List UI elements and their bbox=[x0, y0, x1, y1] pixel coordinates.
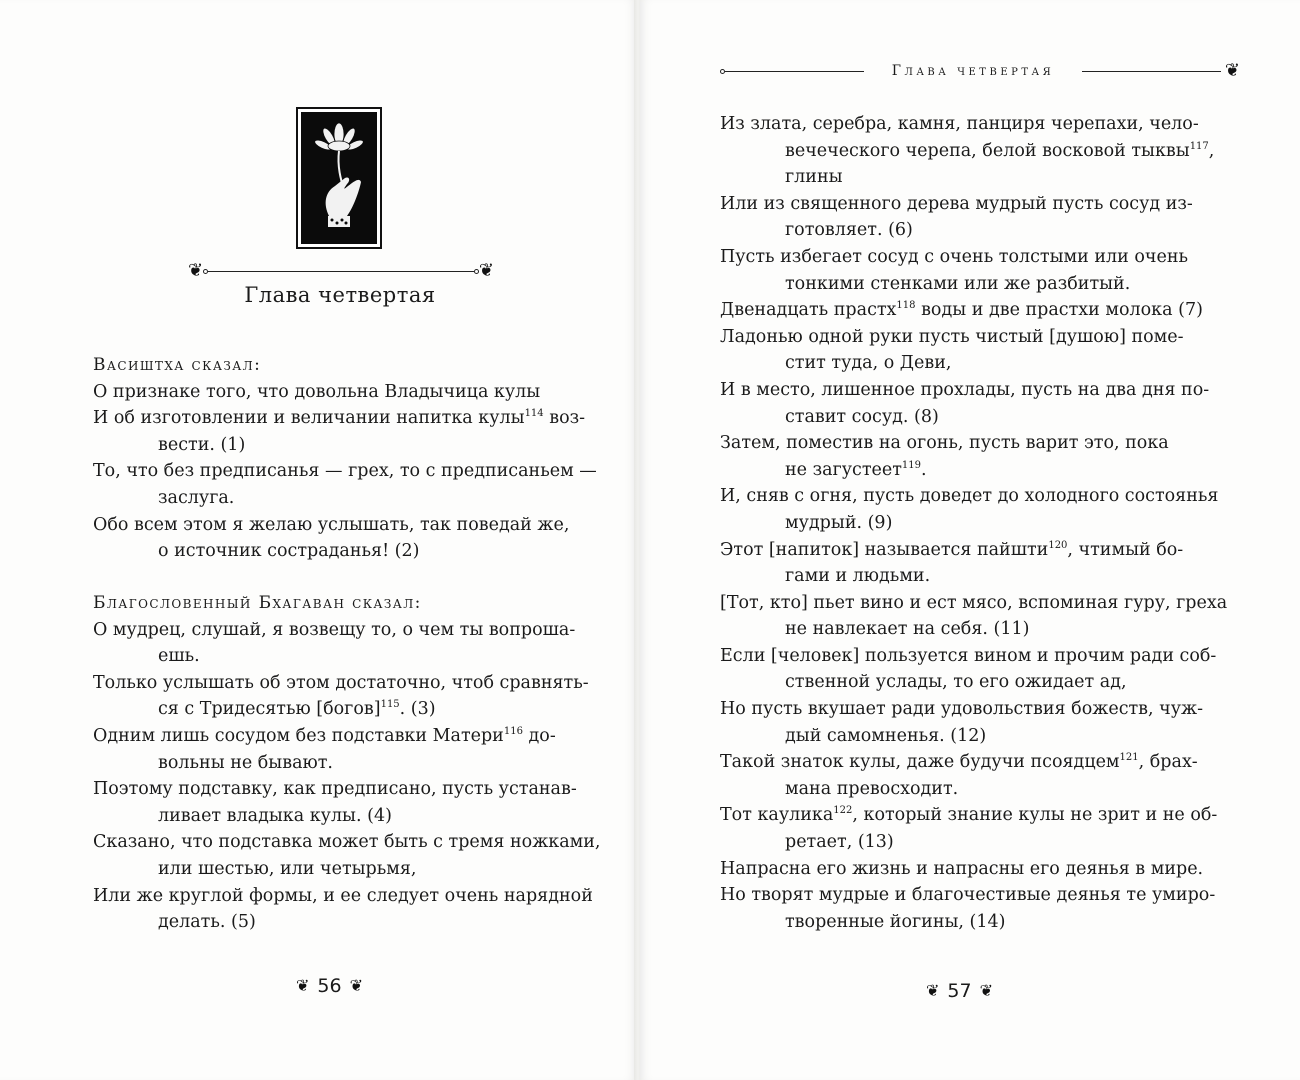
verse-line: Сказано, что подставка может быть с тремя ножками, bbox=[93, 832, 601, 853]
footnote-ref[interactable]: 114 bbox=[524, 408, 544, 420]
chapter-divider-ornament bbox=[188, 262, 494, 280]
fleuron-icon: ❦ bbox=[1224, 60, 1240, 81]
verse-line: Но творят мудрые и благочестивые деянья те умиро- bbox=[720, 885, 1216, 906]
verse bbox=[720, 696, 1230, 749]
verse-line: тонкими стенками или же разбитый. bbox=[785, 273, 1131, 294]
running-head bbox=[720, 62, 1240, 80]
verse-line: мудрый. (9) bbox=[785, 512, 893, 533]
verse-line: ся с Тридесятью [богов]$^{115}$. (3) bbox=[158, 699, 436, 720]
verse bbox=[93, 405, 603, 458]
lotus-hand-illustration bbox=[296, 107, 382, 249]
verse-line: О мудрец, слушай, я возвещу то, о чем ты вопроша- bbox=[93, 619, 576, 640]
footnote-ref[interactable]: 122 bbox=[833, 805, 853, 817]
verse-line: ретает, (13) bbox=[785, 832, 894, 853]
verse-line: не навлекает на себя. (11) bbox=[785, 619, 1030, 640]
verse bbox=[720, 882, 1230, 935]
verse bbox=[720, 377, 1230, 430]
footnote-ref[interactable]: 121 bbox=[1119, 752, 1139, 764]
verse bbox=[93, 617, 603, 670]
verse-line: ставит сосуд. (8) bbox=[785, 406, 939, 427]
speech-section-vasishtha bbox=[93, 352, 603, 565]
verse-line: о источник состраданья! (2) bbox=[158, 541, 420, 562]
footnote-ref[interactable]: 119 bbox=[901, 459, 921, 471]
footnote-ref[interactable]: 115 bbox=[380, 699, 400, 711]
verse-block bbox=[720, 111, 1230, 935]
verse-line: Пусть избегает сосуд с очень толстыми или очень bbox=[720, 246, 1189, 267]
running-head-title: Глава четвертая bbox=[891, 63, 1055, 79]
verse-line: Из злата, серебра, камня, панциря черепахи, чело- bbox=[720, 114, 1199, 134]
verse-line: И, сняв с огня, пусть доведет до холодного состоянья bbox=[720, 486, 1219, 507]
verse bbox=[720, 749, 1230, 802]
fleuron-icon: ❦ bbox=[979, 981, 993, 1000]
footnote-ref[interactable]: 116 bbox=[503, 725, 523, 737]
verse bbox=[720, 802, 1230, 855]
footnote-ref[interactable]: 118 bbox=[896, 300, 916, 312]
verse-line: заслуга. bbox=[158, 487, 235, 508]
verse-line: мана превосходит. bbox=[785, 778, 959, 799]
verse-line: Этот [напиток] называется пайшти$^{120}$, чтимый бо- bbox=[720, 539, 1184, 560]
speech-section-bhagavan bbox=[93, 590, 603, 936]
verse-line: О признаке того, что довольна Владычица кулы bbox=[93, 381, 541, 402]
verse-line: Такой знаток кулы, даже будучи псоядцем$^{121}$, брах- bbox=[720, 752, 1198, 773]
verse-line: Только услышать об этом достаточно, чтоб сравнять- bbox=[93, 672, 589, 693]
page-number: 57 bbox=[947, 980, 972, 1002]
verse bbox=[93, 776, 603, 829]
chapter-title: Глава четвертая bbox=[244, 283, 436, 307]
fleuron-icon: ❦ bbox=[349, 976, 363, 995]
fleuron-icon: ❦ bbox=[296, 976, 310, 995]
divider-line bbox=[208, 271, 474, 272]
verse bbox=[720, 191, 1230, 244]
verse-line: Но пусть вкушает ради удовольствия божеств, чуж- bbox=[720, 699, 1204, 720]
right-page bbox=[640, 0, 1300, 1080]
verse bbox=[93, 670, 603, 723]
verse-line: не загустеет$^{119}$. bbox=[785, 459, 927, 480]
verse-line: готовляет. (6) bbox=[785, 220, 913, 241]
verse-line: И об изготовлении и величании напитка кулы$^{114}$ воз- bbox=[93, 408, 586, 429]
verse-line: или шестью, или четырьмя, bbox=[158, 858, 417, 879]
verse-line: Поэтому подставку, как предписано, пусть устанав- bbox=[93, 779, 577, 800]
fleuron-icon: ❦ bbox=[926, 981, 940, 1000]
footnote-ref[interactable]: 117 bbox=[1189, 140, 1209, 152]
verse-line: Одним лишь сосудом без подставки Матери$^{116}$ до- bbox=[93, 725, 556, 746]
verse-line: вольны не бывают. bbox=[158, 752, 333, 773]
verse-line: гами и людьми. bbox=[785, 566, 931, 587]
verse bbox=[720, 324, 1230, 377]
verse bbox=[720, 856, 1230, 883]
verse bbox=[93, 512, 603, 565]
verse-line: И в место, лишенное прохлады, пусть на два дня по- bbox=[720, 379, 1210, 400]
verse-line: Тот каулика$^{122}$, который знание кулы не зрит и не об- bbox=[720, 805, 1218, 826]
verse-line: ливает владыка кулы. (4) bbox=[158, 805, 392, 826]
speaker-label: Васиштха сказал: bbox=[93, 355, 262, 375]
verse-line: ешь. bbox=[158, 646, 200, 667]
verse bbox=[720, 590, 1230, 643]
verse-line: ственной услады, то его ожидает ад, bbox=[785, 672, 1127, 693]
fleuron-right-icon: ❦ bbox=[478, 260, 494, 281]
verse bbox=[93, 829, 603, 882]
verse-line: творенные йогины, (14) bbox=[785, 911, 1006, 932]
verse-line: Или же круглой формы, и ее следует очень нарядной bbox=[93, 885, 593, 906]
verse-line: То, что без предписанья — грех, то с предписаньем — bbox=[93, 461, 597, 482]
page-number-left bbox=[296, 975, 363, 997]
verse bbox=[720, 643, 1230, 696]
verse-line: Ладонью одной руки пусть чистый [душою] поме- bbox=[720, 326, 1184, 347]
verse bbox=[93, 883, 603, 936]
verse-line: делать. (5) bbox=[158, 912, 256, 933]
divider-line bbox=[725, 71, 864, 72]
footnote-ref[interactable]: 120 bbox=[1048, 539, 1068, 551]
verse-line: Или из священного дерева мудрый пусть сосуд из- bbox=[720, 193, 1193, 214]
verse-line: [Тот, кто] пьет вино и ест мясо, вспоминая гуру, греха bbox=[720, 592, 1228, 613]
page-number-right bbox=[926, 980, 993, 1002]
page-number: 56 bbox=[317, 975, 342, 997]
verse bbox=[720, 483, 1230, 536]
divider-line bbox=[1082, 71, 1221, 72]
verse-line: Затем, поместив на огонь, пусть варит это, пока bbox=[720, 433, 1169, 454]
verse-line: Двенадцать прастх$^{118}$ воды и две прастхи молока (7) bbox=[720, 300, 1203, 321]
verse bbox=[93, 723, 603, 776]
verse-line: стит туда, о Деви, bbox=[785, 353, 952, 374]
verse-line: дый самомненья. (12) bbox=[785, 725, 987, 746]
verse bbox=[720, 430, 1230, 483]
verse-line: вечеческого черепа, белой восковой тыквы$^{117}$, bbox=[785, 140, 1215, 161]
verse bbox=[720, 297, 1230, 324]
lotus-hand-icon bbox=[301, 112, 377, 244]
verse-line: Обо всем этом я желаю услышать, так поведай же, bbox=[93, 514, 570, 535]
verse-line: Напрасна его жизнь и напрасны его деянья в мире. bbox=[720, 858, 1204, 879]
verse bbox=[720, 244, 1230, 297]
verse-line: Если [человек] пользуется вином и прочим ради соб- bbox=[720, 645, 1217, 666]
speaker-label: Благословенный Бхагаван сказал: bbox=[93, 593, 422, 613]
verse bbox=[720, 537, 1230, 590]
fleuron-left-icon: ❦ bbox=[188, 260, 204, 281]
verse bbox=[93, 379, 603, 406]
verse-line: глины bbox=[785, 167, 843, 188]
verse-line: вести. (1) bbox=[158, 434, 246, 455]
verse bbox=[720, 111, 1230, 191]
verse bbox=[93, 458, 603, 511]
left-page bbox=[0, 0, 636, 1080]
